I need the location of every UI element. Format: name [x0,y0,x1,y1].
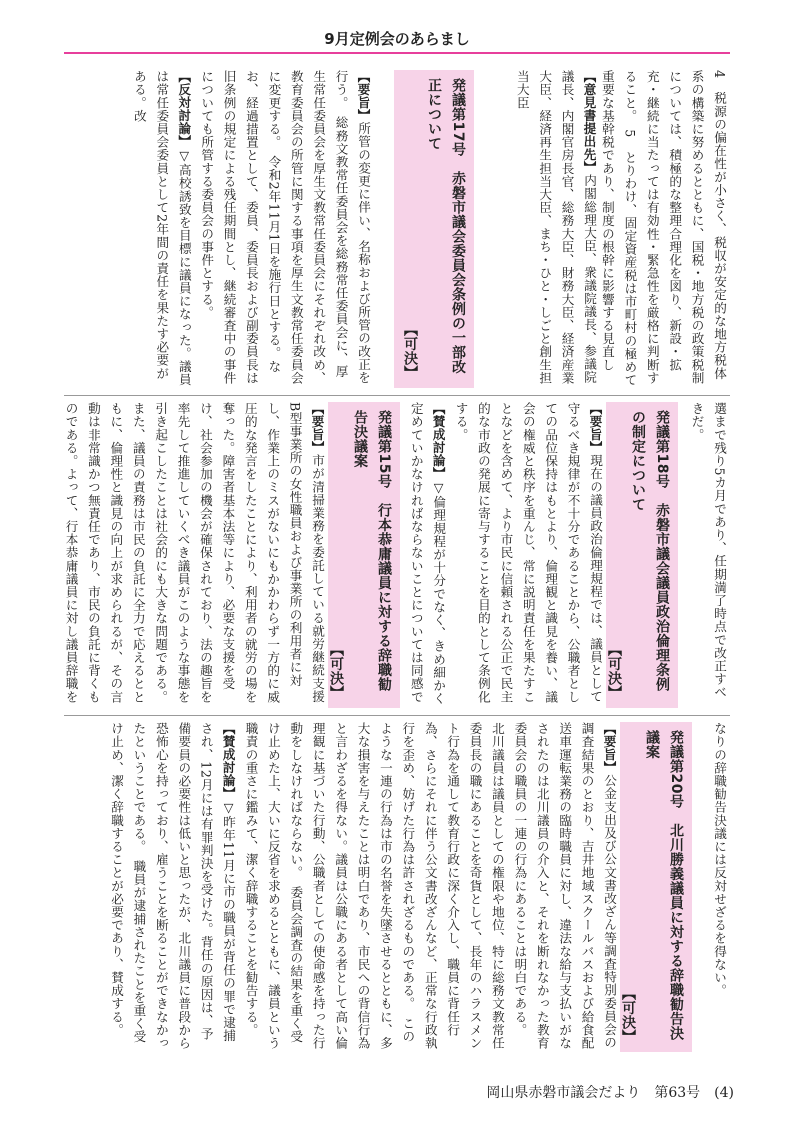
item15-label: 【要旨】 [310,402,325,454]
recipients-label: 【意見書提出先】 [582,70,597,174]
item17-text: 所管の変更に伴い、名称および所管の改正を行う。 総務文教常任委員会を総務常任委員会に、厚生常任委員会を厚生文教常任委員会にそれぞれ改め、教育委員会の所管に関する事項を厚生文教常任委員会に変更する。 令和2年11月1日を施行日とする。なお、経過措置として、委員、委員長および副委員長は旧条例の規定による残任期間とし、継続審査中の事件についても所管する委員会の事件とする。 [199,70,371,385]
item18-for-text: ▽倫理規程が十分でなく、きめ細かく定めていかなければならないことについては同感で [408,402,447,706]
bottom-right-text: なりの辞職勧告決議には反対せざるを得ない。 [712,722,727,998]
item18-title: 発議第18号 赤磐市議会議員政治倫理条例の制定について 【可決】 [606,402,678,708]
item15-body [64,402,328,708]
item17-result: 【可決】 [402,322,418,380]
item20-for-label: 【賛成討論】 [221,722,237,800]
item20-for-text: ▽昨年11月に市の職員が背任の罪で逮捕され、12月には有罪判決を受けた。背任の原因は、予備要員の必要性は低いと思ったが、北川議員に普段から恐怖心を持っており、雇うことを断ることができなかったということである。 職員が逮捕されたことを重く受け止め、潔く辞職することが必要であり、賛成する。 [109,722,237,1050]
row-divider [64,715,730,716]
item15-result: 【可決】 [328,642,344,700]
item15-text: 市が清掃業務を委託している就労継続支援B型事業所の女性職員および事業所の利用者に対し、作業上のミスがないにもかかわらず一方的に威圧的な発言をしたことにより、利用者の就労の場を奪った。障害者基本法等により、必要な支援を受け、社会参加の機会が確保されており、法の趣旨を率先して推進していくべき議員がこのような事態を引き起こしたことは社会的にも大きな問題である。また、議員の責務は市民の負託に全力で応えるとともに、倫理性と識見の向上が求められるが、その言動は非常識かつ無責任であり、市民の負託に背くものである。よって、行本恭庸議員に対し議員辞職を [64,402,325,704]
item17-body [64,70,374,388]
page-footer: 岡山県赤磐市議会だより 第63号 (4) [486,1085,734,1101]
item18-block [606,402,680,708]
header-rule [64,52,730,54]
item17-label: 【要旨】 [356,70,371,122]
item20-body [64,722,620,1052]
item20-title: 発議第20号 北川勝義議員に対する辞職勧告決議案 【可決】 [620,722,692,1052]
item20-result: 【可決】 [620,986,636,1044]
item17-against-label: 【反対討論】 [176,70,192,148]
item15-block [328,402,402,708]
mid-right-text: 選まで残り5カ月であり、任期満了時点で改正すべきだ。 [689,402,727,699]
page-title: 9月定例会のあらまし [324,30,470,48]
recipients-text: 内閣総理大臣、衆議院議長、参議院議長、内閣官房長官、総務大臣、財務大臣、経済産業大臣、経済再生担当大臣、まち・ひと・しごと創生担当大臣 [514,70,597,385]
item18-label: 【要旨】 [588,402,603,454]
item17-against-text: ▽高校誘致を目標に議員になった。議員は常任委員会委員として2年間の責任を果たす必要がある。改 [131,70,192,387]
item18-result: 【可決】 [606,642,622,700]
item17-title: 発議第17号 赤磐市議会委員会条例の一部改正について 【可決】 [394,70,474,388]
item20-label: 【要旨】 [602,722,617,774]
right-top-text: 4 税源の偏在性が小さく、税収が安定的な地方税体系の構築に努めるとともに、国税・地方税の政策税制については、積極的な整理合理化を図り、新設・拡充・継続に当たっては有効性・緊急性を厳格に判断すること。 5 とりわけ、固定資産税は市町村の極めて重要な基幹税であり、制度の根幹に影響する見直し [600,70,727,387]
item18-for-label: 【賛成討論】 [431,402,447,480]
row-divider [64,395,730,396]
item15-title: 発議第15号 行本恭庸議員に対する辞職勧告決議案 【可決】 [328,402,400,708]
item20-block [620,722,694,1052]
item18-body [402,402,606,708]
right-top-recipients [480,70,600,388]
item18-text: 現在の議員政治倫理規程では、議員として守るべき規律が不十分であることから、公職者としての品位保持はもとより、倫理観と識見を養い、議会の権威と秩序を重んじ、常に説明責任を果たすことなどを含めて、より市民に信頼される公正で民主的な市政の発展に寄与することを目的として条例化する。 [453,402,603,704]
item20-text: 公金支出及び公文書改ざん等調査特別委員会の調査結果のとおり、吉井地域スクールバスおよび給食配送車運転業務の臨時職員に対し、違法な給与支払いがなされたのは北川議員の介入と、それを断れなかった教育委員会の職員の一連の行為にあることは明白である。 北川議員は議員としての権限や地位、特に総務文教常任委員長の職にあることを奇貨として、長年のハラスメント行為を通して教育行政に深く介入し、職員に背任行為、さらにそれに伴う公文書改ざんなど、正常な行政執行を歪め、妨げた行為は許されざるものである。 このような一連の行為は市の名誉を失墜させるとともに、多大な損害を与えたことは明白であり、市民への背信行為と言わざるを得ない。議員は公職にある者として高い倫理観に基づいた行動、公職者としての使命感を持った行動をしなければならない。 委員会調査の結果を重く受け止めた上、大いに反省を求めるとともに、議員という職責の重さに鑑みて、潔く辞職することを勧告する。 [243,722,617,1050]
